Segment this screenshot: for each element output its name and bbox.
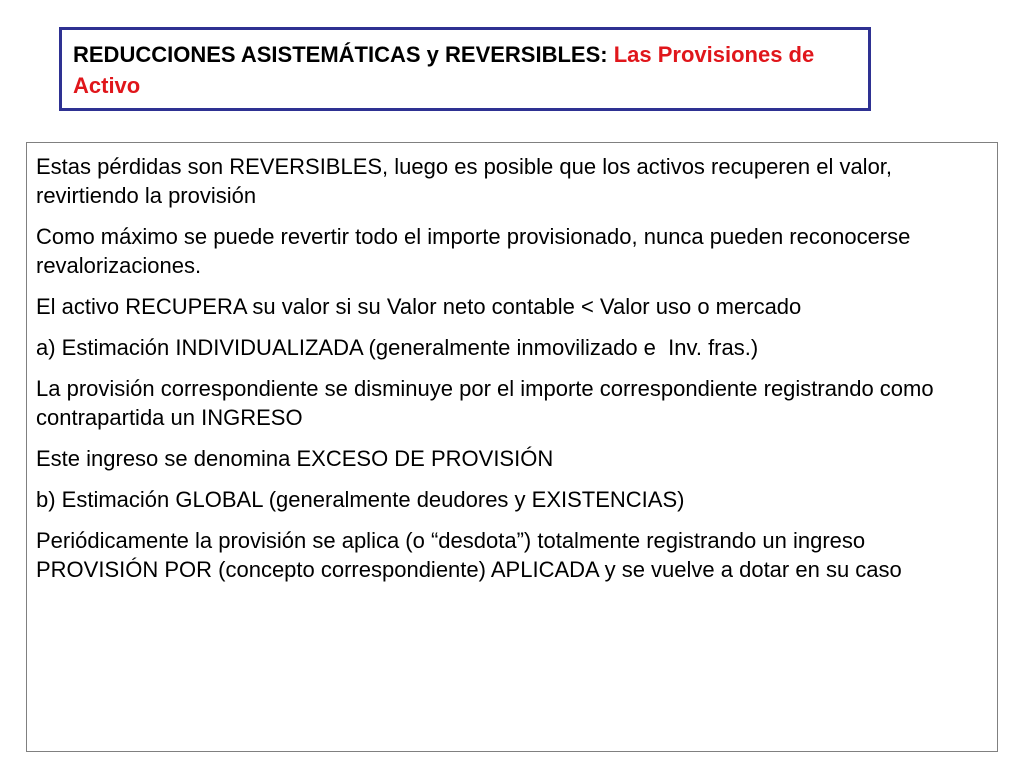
content-paragraph-3: El activo RECUPERA su valor si su Valor neto contable < Valor uso o mercado [36,294,802,319]
content-paragraph-7: b) Estimación GLOBAL (generalmente deudores y EXISTENCIAS) [36,487,685,512]
slide-title-box [59,27,871,111]
slide-title-main: REDUCCIONES ASISTEMÁTICAS y REVERSIBLES: [73,42,614,67]
content-paragraph-4: a) Estimación INDIVIDUALIZADA (generalmente inmovilizado e Inv. fras.) [36,335,759,360]
content-paragraph-8: Periódicamente la provisión se aplica (o “desdota”) totalmente registrando un ingreso PROVISIÓN POR (concepto correspondiente) APLICADA y se vuelve a dotar en su caso [36,528,902,582]
content-paragraph-2: Como máximo se puede revertir todo el importe provisionado, nunca pueden reconocerse revalorizaciones. [36,224,917,278]
content-paragraph-1: Estas pérdidas son REVERSIBLES, luego es posible que los activos recuperen el valor, revirtiendo la provisión [36,154,899,208]
content-paragraph-5: La provisión correspondiente se disminuye por el importe correspondiente registrando como contrapartida un INGRESO [36,376,940,430]
slide-title-accent: Las Provisiones de Activo [73,42,815,98]
slide-title [73,39,857,101]
content-paragraph-6: Este ingreso se denomina EXCESO DE PROVISIÓN [36,446,554,471]
slide-content-box [26,142,998,752]
